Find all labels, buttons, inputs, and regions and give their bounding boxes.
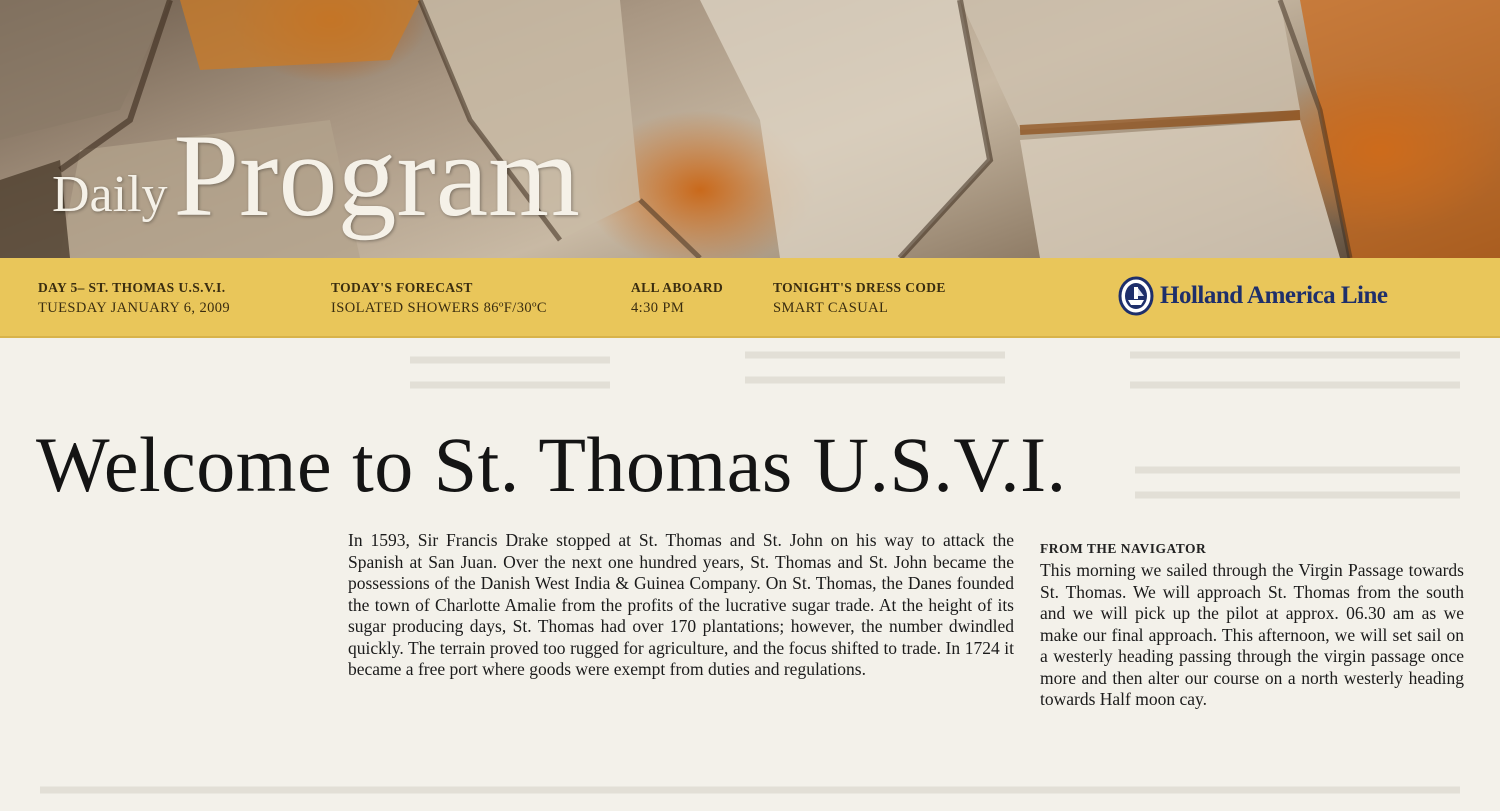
brand-name: Holland America Line [1160, 282, 1388, 309]
banner-title-small: Daily [52, 166, 168, 223]
navigator-text: This morning we sailed through the Virgin Passage towards St. Thomas. We will approach St. Thomas from the south and we will pick up the pilot at approx. 06.30 am as we make our final approach. This afternoon, we will set sail on a westerly heading passing through the virgin passage once more and then alter our course on a north westerly heading towards Half moon cay. [1040, 560, 1464, 709]
day-info [38, 280, 230, 317]
forecast-label: TODAY'S FORECAST [331, 280, 473, 295]
dress-code-label: TONIGHT'S DRESS CODE [773, 280, 946, 295]
forecast-info [331, 280, 547, 317]
date-value: TUESDAY JANUARY 6, 2009 [38, 300, 231, 316]
article-headline: Welcome to St. Thomas U.S.V.I. [36, 421, 1067, 508]
all-aboard-label: ALL ABOARD [631, 280, 724, 295]
brand-logo [1118, 272, 1388, 320]
header-banner-image [0, 0, 1500, 258]
dress-code-info [773, 280, 946, 317]
all-aboard-info [631, 280, 723, 317]
day-label: DAY 5– ST. THOMAS U.S.V.I. [38, 280, 226, 295]
navigator-label: FROM THE NAVIGATOR [1040, 541, 1207, 556]
dress-code-value: SMART CASUAL [773, 300, 889, 316]
ship-emblem-icon [1118, 276, 1154, 316]
forecast-value: ISOLATED SHOWERS 86ºF/30ºC [331, 300, 547, 316]
all-aboard-time: 4:30 PM [631, 300, 685, 316]
banner-title [52, 108, 580, 244]
banner-title-large: Program [173, 110, 580, 241]
article-body: In 1593, Sir Francis Drake stopped at St. Thomas and St. John on his way to attack the Spanish at San Juan. Over the next one hundred years, St. Thomas and St. John became the possessions of the Danish West India & Guinea Company. On St. Thomas, the Danes founded the town of Charlotte Amalie from the profits of the lucrative sugar trade. At the height of its sugar producing days, St. Thomas had over 170 plantations; however, the number dwindled quickly. The terrain proved too rugged for agriculture, and the focus shifted to trade. In 1724 it became a free port where goods were exempt from duties and regulations. [348, 530, 1014, 679]
